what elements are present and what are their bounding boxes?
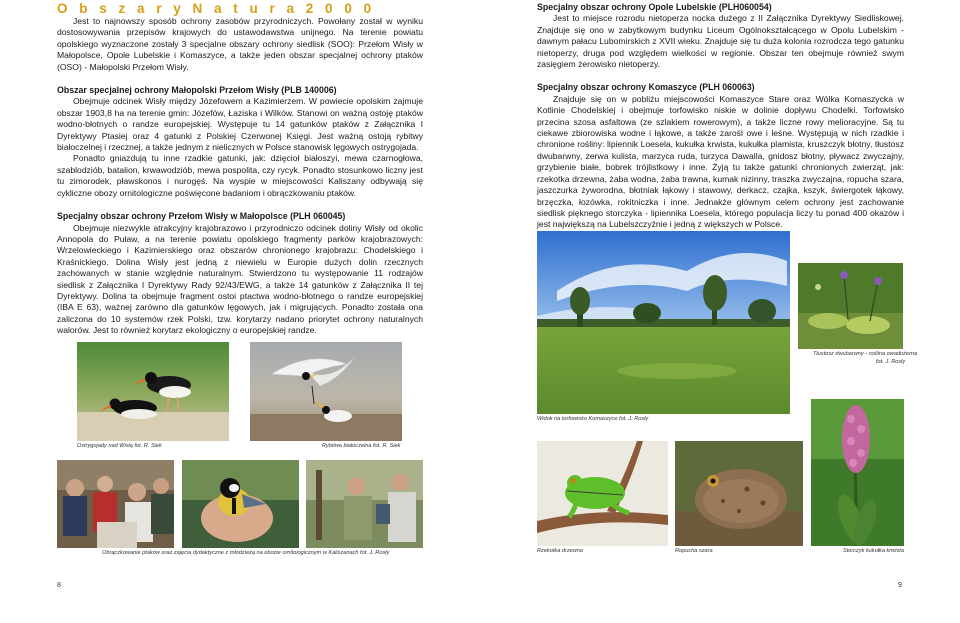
- ringing-caption: Obrączkowanie ptaków oraz zajęcia dydaktyczne z młodzieżą na obozie ornitologicznym w Kaliszanach fot. J. Rosły: [102, 550, 390, 556]
- butterwort-image: [798, 263, 903, 349]
- komaszyce-paragraph: Znajduje się on w pobliżu miejscowości Komaszyce Stare oraz Wólka Komaszycka w Kotlinie Chodelskiej i obejmuje torfowisko niskie w dolinie dopływu Chodelki. Torfowisko przecina szosa asfaltowa (ze szlakiem rowerowym), a także liczne rowy melioracyjne. Są tu ciekawe zbiorowiska wodne i łąkowe, a także zarośl owe i leśne. Występują w nich rzadkie i chronione rośliny: lipiennik Loesela, kukułka krwista, kukułka plamista, kruszczyk błotny, tłustosz dwubarwny, zerwa kulista, marzyca ruda, turzyca Dawalla, gnidosz błotny, pływacz zwyczajny, grzybienie białe, bobrek trójlistkowy i inne. Żyją tu także gatunki chronionych zwierząt, jak: rzekotka drzewna, żaba wodna, żaba trawna, kumak nizinny, traszka zwyczajna, ropucha szara, jaszczurka żyworodna, błotniak łąkowy i stawowy, derkacz, czajka, kszyk, świergotek łąkowy, brzęczka, łozówka, rokitniczka i inne. Jednakże głównym celem ochrony jest zachowanie siedlisk pięknego storczyka - lipiennika Loesela, którego populacja liczy tu ponad 400 okazów i jest największą na Lubelszczyźnie i jedną z większych w Polsce.: [537, 93, 904, 230]
- ringing-group-image: [57, 460, 174, 548]
- opole-paragraph: Jest to miejsce rozrodu nietoperza nocka dużego z II Załącznika Dyrektywy Siedliskowej. Znajduje się ono w zabytkowym budynku Liceum Ogólnokształcącego w Opolu Lubelskim - dawnym pałacu Lubomirskich z XVII wieku. Znajduje się tu duża kolonia rozrodcza tego gatunku nietoperzy, druga pod względem wielkości w regionie. Obszar ten obejmuje również swym zasięgiem żerowisko nietoperzy.: [537, 13, 904, 70]
- oystercatchers-caption: Ostrygojady nad Wisłą fot. R. Siek: [77, 443, 162, 449]
- treefrog-photo: [537, 441, 668, 546]
- komaszyce-heading: Specjalny obszar ochrony Komaszyce (PLH 060063): [537, 82, 755, 93]
- oso-heading: Obszar specjalnej ochrony Małopolski Przełom Wisły (PLB 140006): [57, 85, 337, 96]
- left-column: [57, 16, 423, 337]
- ringing-photo-3: [306, 460, 423, 548]
- bog-landscape-photo: [537, 231, 790, 414]
- tern-image: [250, 342, 402, 441]
- butterwort-credit: fot. J. Rosły: [876, 359, 906, 365]
- orchid-photo: [811, 399, 904, 546]
- bog-landscape-image: [537, 231, 790, 414]
- butterwort-photo: [798, 263, 903, 349]
- treefrog-caption: Rzekotka drzewna: [537, 548, 584, 554]
- oystercatchers-photo: [77, 342, 229, 441]
- ringing-photo-1: [57, 460, 174, 548]
- orchid-image: [811, 399, 904, 546]
- tern-caption: Rybitwa białoczelna fot. R. Siek: [322, 443, 401, 449]
- right-page-number: 9: [898, 582, 902, 589]
- bog-caption: Widok na torfowisko Komaszyce fot. J. Rosły: [537, 416, 649, 422]
- series-title: O b s z a r y N a t u r a 2 0 0 0: [57, 1, 376, 16]
- oso-paragraph-2: Ponadto gniazdują tu inne rzadkie gatunki, jak: dzięcioł białoszyi, mewa czarnogłowa, szablodziób, batalion, krwawodziób, mewa pospolita, czy rycyk. Ponadto stosunkowo liczny jest tu zimorodek, pławskonos i nurogęś. Na wyspie w miejscowości Kaliszany odbywają się cykliczne obozy ornitologiczne poświęcone badaniom i obrączkowaniu ptaków.: [57, 153, 423, 198]
- soo-paragraph-1: Obejmuje niezwykle atrakcyjny krajobrazowo i przyrodniczo odcinek doliny Wisły od okolic Annopola do Puław, a na terenie powiatu opolskiego fragmenty parków krajobrazowych: Wrzelowieckiego i Kazimierskiego oraz obszarów chronionego krajobrazu: Chodelskiego i Kraśnickiego. Dolina Wisły jest jedną z niewielu w Europie dużych dolin rzecznych zachowanych w stanie względnie naturalnym. Stwierdzono tu występowanie 11 rodzajów siedlisk z Załącznika I Dyrektywy Rady 92/43/EWG, a także 14 gatunków z Załącznika II tej Dyrektywy. Dolina ta obejmuje fragment ostoi ptactwa wodno-błotnego o randze europejskiej (IBA E 63), ważnej zarówno dla gatunków lęgowych, jak i migrujących. Ponadto została ona zaliczona do 10 systemów rzek Polski, tzw. korytarzy nadano priorytet ochrony naturalnych walorów. Jest to również korytarz ekologiczny o europejskiej randze.: [57, 222, 423, 336]
- right-column: [537, 2, 904, 231]
- great-tit-in-hand-image: [182, 460, 299, 548]
- opole-heading: Specjalny obszar ochrony Opole Lubelskie (PLH060054): [537, 2, 772, 12]
- toad-image: [675, 441, 803, 546]
- soo-heading: Specjalny obszar ochrony Przełom Wisły w Małopolsce (PLH 060045): [57, 211, 346, 222]
- ringing-instructor-image: [306, 460, 423, 548]
- oso-paragraph-1: Obejmuje odcinek Wisły między Józefowem a Kazimierzem. W powiecie opolskim zajmuje obszar 1903,8 ha na terenie gmin: Józefów, Łaziska i Wilków. Stanowi on ważną ostoję ptaków wodno-błotnych o randze europejskiej. Występuje tu 14 gatunków ptaków z Załącznika I Dyrektywy Ptasiej oraz 4 gatunki z Polskiej Czerwonej Księgi. Jest ważną ostoją rybitwy białoczelnej i rzecznej, a także jednym z nielicznych w Polsce stanowisk lęgowych ostrygojada.: [57, 96, 423, 153]
- orchid-caption: Storczyk kukułka krwista: [843, 548, 904, 554]
- oystercatchers-image: [77, 342, 229, 441]
- tern-photo: [250, 342, 402, 441]
- left-page-number: 8: [57, 582, 61, 589]
- treefrog-image: [537, 441, 668, 546]
- intro-paragraph: Jest to najnowszy sposób ochrony zasobów przyrodniczych. Powołany został w wyniku dostosowywania przepisów krajowych do ustawodawstwa unijnego. Na terenie powiatu opolskiego wyznaczone zostały 3 specjalne obszary ochrony siedlisk (SOO): Przełom Wisły w Małopolsce, Opole Lubelskie i Komaszyce, a także jeden obszar specjalnej ochrony ptaków (OSO) - Małopolski Przełom Wisły.: [57, 16, 423, 72]
- toad-photo: [675, 441, 803, 546]
- ringing-photo-2: [182, 460, 299, 548]
- butterwort-caption: Tłustosz dwubarwny - roślina owadożerna: [813, 351, 918, 357]
- toad-caption: Ropucha szara: [675, 548, 713, 554]
